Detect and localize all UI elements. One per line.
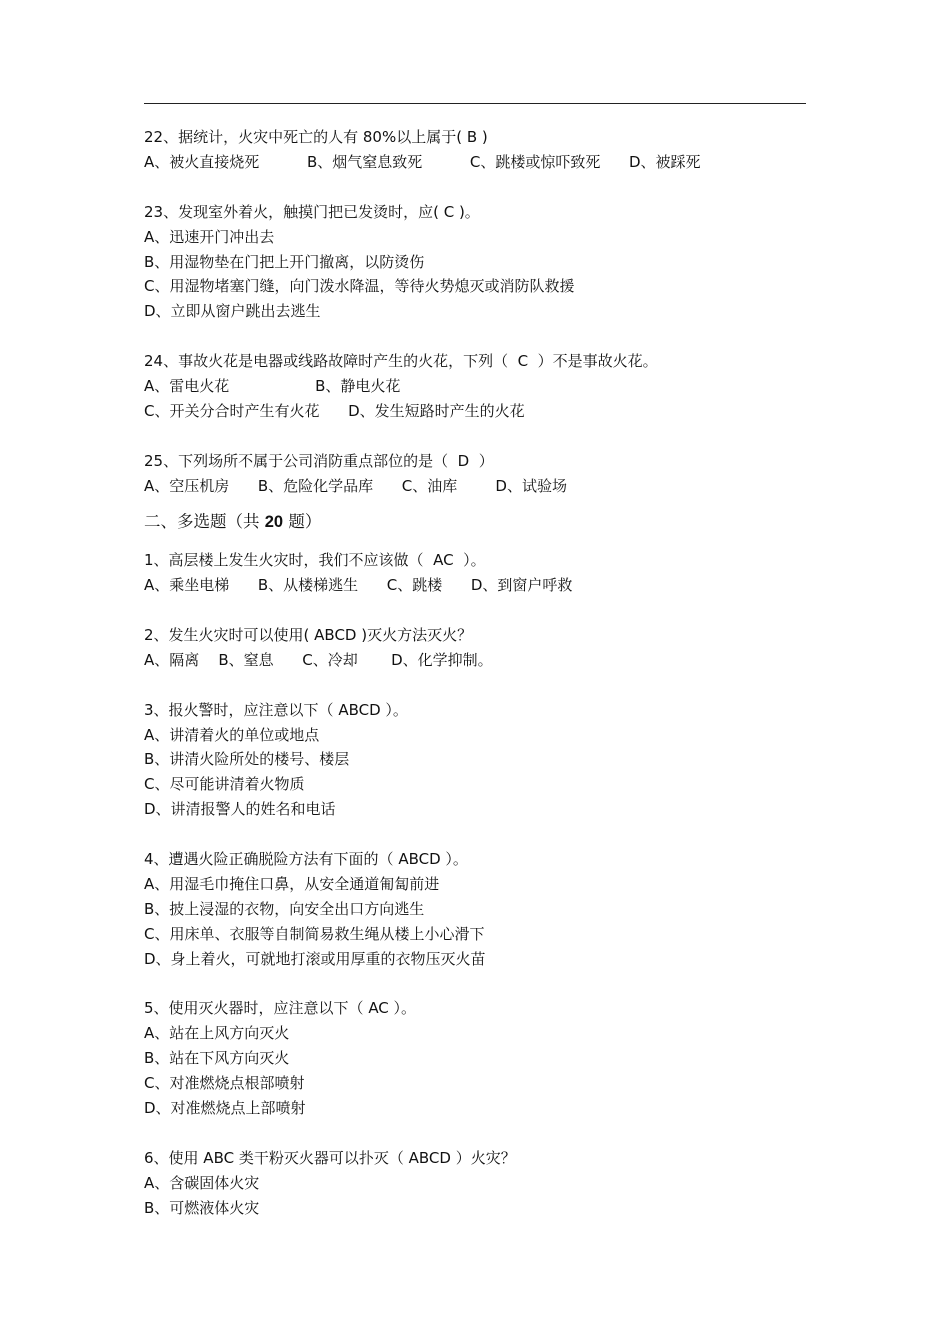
question-23-option-a: A、迅速开门冲出去 [144,228,275,246]
multi-question-5-option-c: C、对准燃烧点根部喷射 [144,1074,305,1092]
multi-question-5-option-d: D、对准燃烧点上部喷射 [144,1099,306,1117]
section-heading-prefix: 二、多选题（共 [144,512,265,531]
question-22: 22、据统计，火灾中死亡的人有 80%以上属于( B ) [144,128,488,146]
question-25-options: A、空压机房 B、危险化学品库 C、油库 D、试验场 [144,477,567,495]
multi-question-3-option-c: C、尽可能讲清着火物质 [144,775,305,793]
multi-question-3: 3、报火警时，应注意以下（ ABCD ）。 [144,701,408,719]
multi-question-3-option-b: B、讲清火险所处的楼号、楼层 [144,750,350,768]
multi-question-6: 6、使用 ABC 类干粉灭火器可以扑灭（ ABCD ）火灾？ [144,1149,516,1167]
question-22-options: A、被火直接烧死 B、烟气窒息致死 C、跳楼或惊吓致死 D、被踩死 [144,153,701,171]
question-23: 23、发现室外着火，触摸门把已发烫时，应( C )。 [144,203,480,221]
multi-question-4-option-c: C、用床单、衣服等自制简易救生绳从楼上小心滑下 [144,925,485,943]
section-heading-count: 20 [264,513,284,531]
multi-question-6-option-b: B、可燃液体火灾 [144,1199,260,1217]
question-23-option-d: D、立即从窗户跳出去逃生 [144,302,321,320]
multi-question-4-option-b: B、披上浸湿的衣物，向安全出口方向逃生 [144,900,425,918]
multi-question-6-option-a: A、含碳固体火灾 [144,1174,260,1192]
multi-question-4-option-d: D、身上着火，可就地打滚或用厚重的衣物压灭火苗 [144,950,486,968]
question-25: 25、下列场所不属于公司消防重点部位的是（ D ） [144,452,494,470]
question-23-option-c: C、用湿物堵塞门缝，向门泼水降温，等待火势熄灭或消防队救援 [144,277,575,295]
multi-question-1-options: A、乘坐电梯 B、从楼梯逃生 C、跳楼 D、到窗户呼救 [144,576,573,594]
multi-question-4: 4、遭遇火险正确脱险方法有下面的（ ABCD ）。 [144,850,468,868]
question-23-option-b: B、用湿物垫在门把上开门撤离，以防烫伤 [144,253,425,271]
multi-question-5-option-b: B、站在下风方向灭火 [144,1049,290,1067]
multi-question-4-option-a: A、用湿毛巾掩住口鼻，从安全通道匍匐前进 [144,875,440,893]
multi-question-2-options: A、隔离 B、窒息 C、冷却 D、化学抑制。 [144,651,493,669]
multi-question-3-option-a: A、讲清着火的单位或地点 [144,726,320,744]
section-heading-multiple-choice [144,512,321,532]
multi-question-3-option-d: D、讲清报警人的姓名和电话 [144,800,336,818]
multi-question-5-option-a: A、站在上风方向灭火 [144,1024,290,1042]
header-rule [144,103,806,104]
multi-question-1: 1、高层楼上发生火灾时，我们不应该做（ AC ）。 [144,551,486,569]
question-24-options-ab: A、雷电火花 B、静电火花 [144,377,401,395]
section-heading-suffix: 题） [283,512,322,531]
question-24: 24、事故火花是电器或线路故障时产生的火花，下列（ C ）不是事故火花。 [144,352,658,370]
multi-question-2: 2、发生火灾时可以使用( ABCD )灭火方法灭火？ [144,626,473,644]
question-24-options-cd: C、开关分合时产生有火花 D、发生短路时产生的火花 [144,402,525,420]
multi-question-5: 5、使用灭火器时，应注意以下（ AC ）。 [144,999,417,1017]
